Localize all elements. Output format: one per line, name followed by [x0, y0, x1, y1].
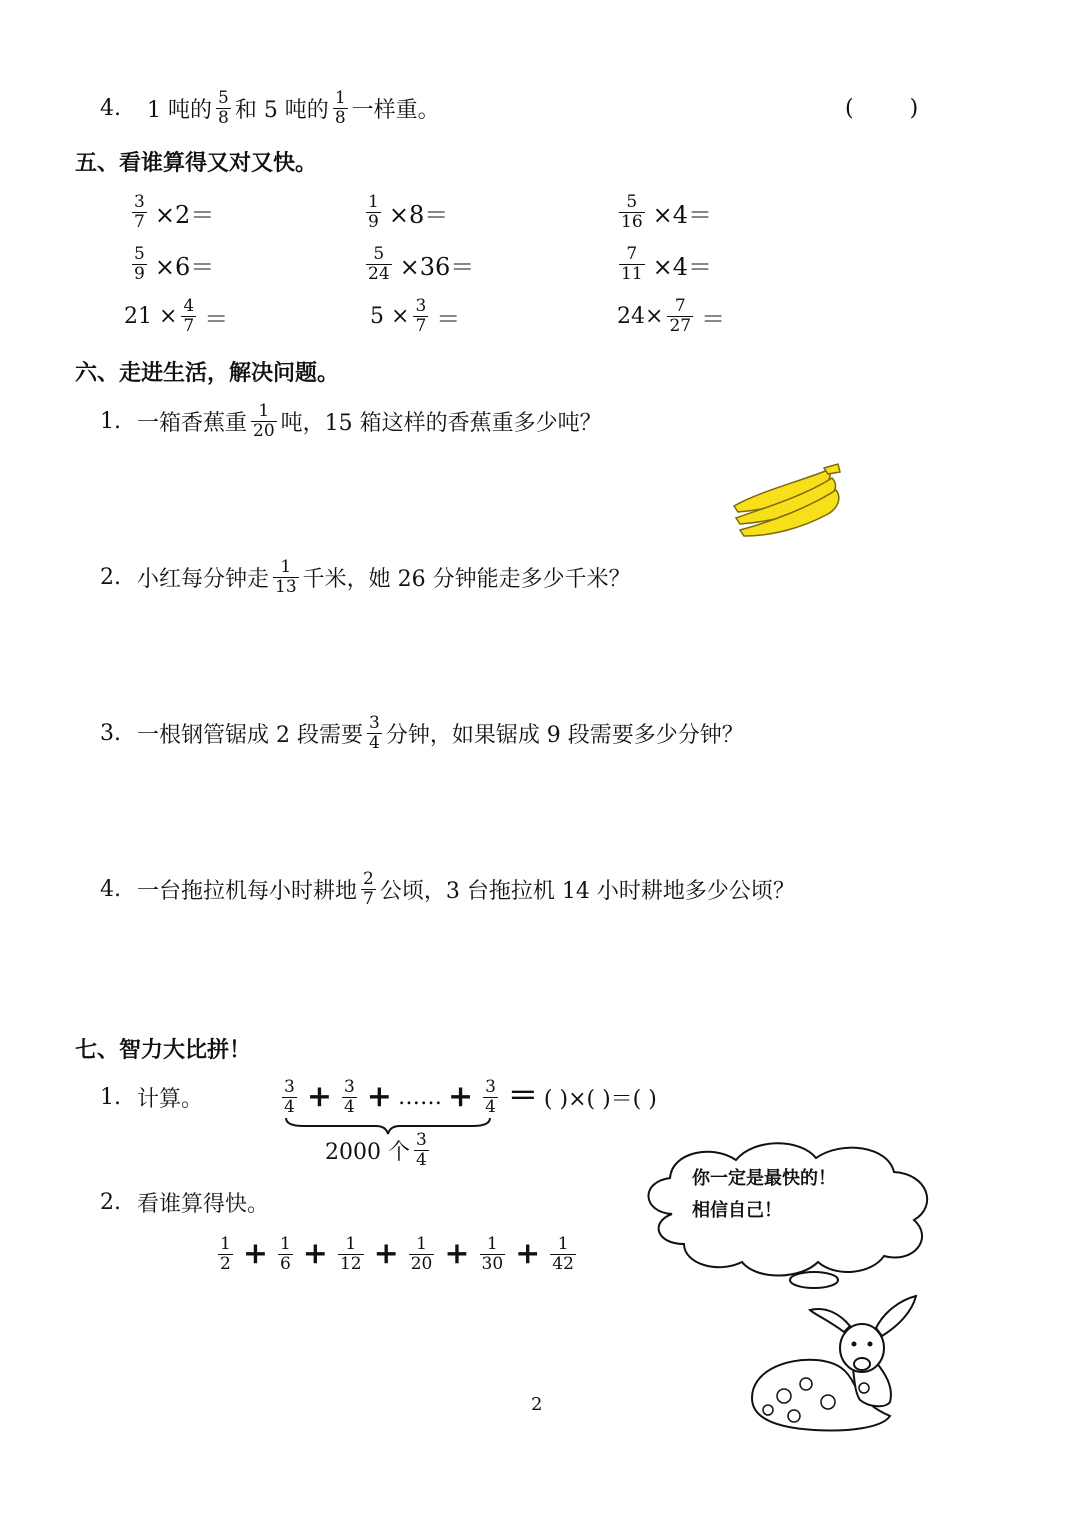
answer-bracket[interactable]: ( ) — [845, 95, 919, 121]
deer-icon — [744, 1292, 924, 1434]
page-number: 2 — [531, 1394, 543, 1415]
word-problem-2: 2. 小红每分钟走 $\frac{1}{13}$ 千米，她 26 分钟能走多少千米？ — [100, 556, 631, 597]
calc-problem: $\frac{5}{9}$ ×6＝ — [134, 243, 215, 284]
bubble-line-1: 你一定是最快的！ — [692, 1168, 836, 1189]
section-5-title: 五、看谁算得又对又快。 — [75, 151, 318, 176]
calc-problem: $\frac{5}{16}$ ×4＝ — [621, 191, 713, 232]
item-text: 和 5 吨的 — [234, 97, 329, 123]
judge-item-4 — [100, 82, 440, 134]
challenge-2-label: 2. 看谁算得快。 — [100, 1189, 270, 1217]
calc-problem: 21 × $\frac{4}{7}$ ＝ — [124, 295, 229, 336]
word-problem-4: 4. 一台拖拉机每小时耕地 $\frac{2}{7}$ 公顷，3 台拖拉机 14 小时耕地多少公顷？ — [100, 868, 795, 909]
item-number: 4. — [100, 95, 121, 121]
fraction: $\frac{1}{8}$ — [334, 87, 346, 128]
calc-problem: 5 × $\frac{3}{7}$ ＝ — [370, 295, 461, 336]
calc-problem: $\frac{3}{7}$ ×2＝ — [134, 191, 215, 232]
item-text: 一样重。 — [351, 97, 440, 123]
section-6-title: 六、走进生活，解决问题。 — [75, 361, 340, 386]
bubble-line-2: 相信自己！ — [692, 1200, 782, 1221]
banana-icon — [728, 460, 846, 540]
word-problem-1: 1. 一箱香蕉重 $\frac{1}{20}$ 吨，15 箱这样的香蕉重多少吨？ — [100, 400, 602, 441]
fraction: $\frac{5}{8}$ — [218, 87, 229, 128]
calc-problem: $\frac{5}{24}$ ×36＝ — [368, 243, 475, 284]
calc-problem: $\frac{7}{11}$ ×4＝ — [621, 243, 713, 284]
answer-blanks[interactable]: ( )×( )＝( ) — [543, 1086, 657, 1112]
challenge-1-expression: $\frac{3}{4}$ + $\frac{3}{4}$ + …… + $\frac{3}{4}$ ＝ ( )×( )＝( ) — [284, 1076, 657, 1117]
calc-problem: $\frac{1}{9}$ ×8＝ — [368, 191, 449, 232]
section-7-title: 七、智力大比拼！ — [75, 1038, 252, 1063]
challenge-2-expression: $\frac{1}{2}$ + $\frac{1}{6}$ + $\frac{1}{12}$ + $\frac{1}{20}$ + $\frac{1}{30}$ + $\frac{1}{42}$ — [220, 1233, 574, 1274]
brace-label: 2000 个 $\frac{3}{4}$ — [325, 1129, 427, 1170]
word-problem-3: 3. 一根钢管锯成 2 段需要 $\frac{3}{4}$ 分钟，如果锯成 9 段需要多少分钟？ — [100, 712, 744, 753]
calc-problem: 24× $\frac{7}{27}$ ＝ — [617, 295, 726, 336]
thought-bubble-icon — [632, 1134, 944, 1294]
challenge-1-label: 1. 计算。 — [100, 1084, 204, 1112]
item-text: 1 吨的 — [147, 97, 212, 123]
